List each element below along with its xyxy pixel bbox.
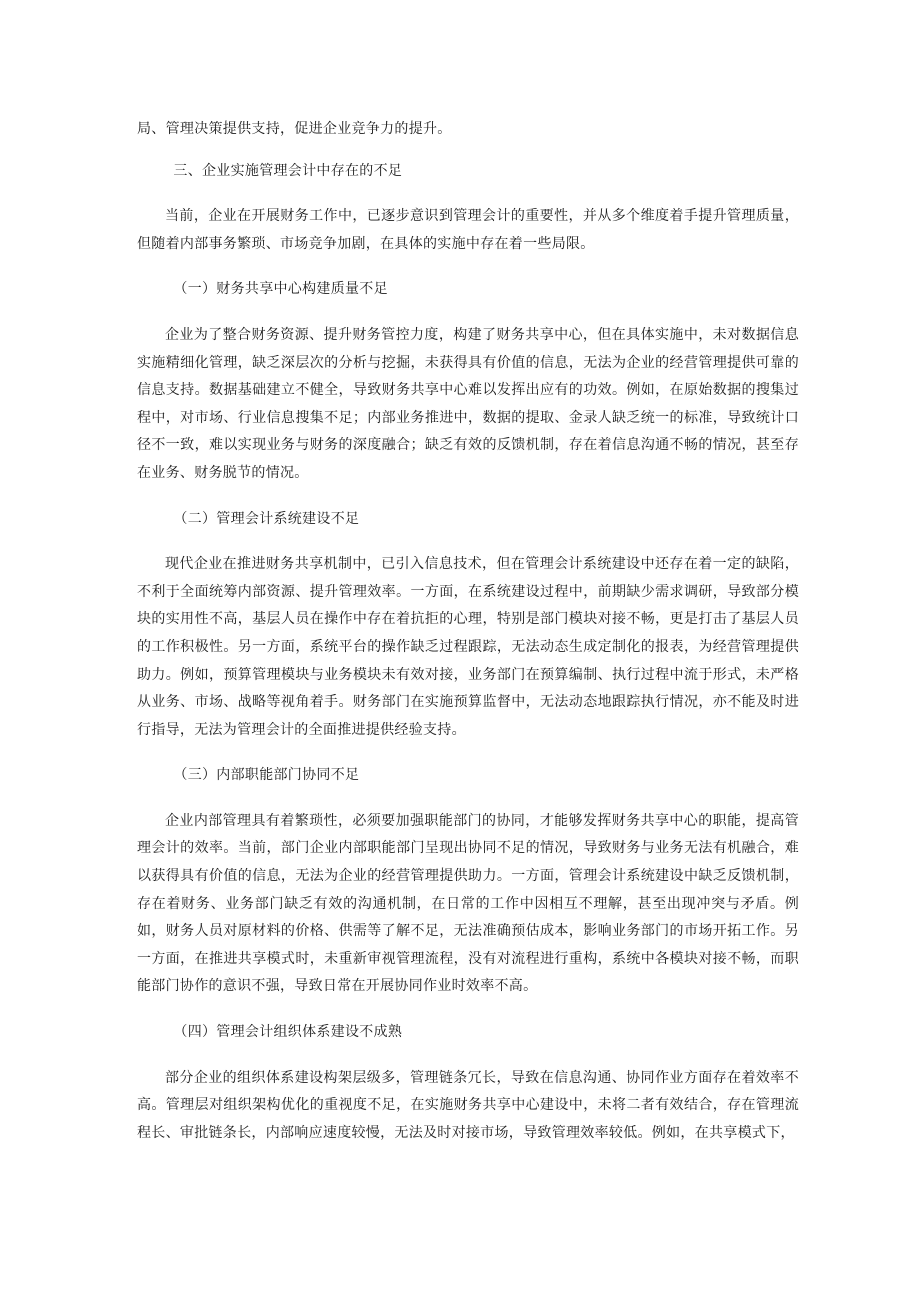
document-body bbox=[137, 116, 799, 1147]
section-title: 三、企业实施管理会计中存在的不足 bbox=[173, 162, 403, 179]
subsection-2-body: 现代企业在推进财务共享机制中，已引入信息技术，但在管理会计系统建设中还存在着一定的缺陷，不利于全面统筹内部资源、提升管理效率。一方面，在系统建设过程中，前期缺少需求调研，导致部分模块的实用性不高，基层人员在操作中存在着抗拒的心理，特别是部门模块对接不畅，更是打击了基层人员的工作积极性。另一方面，系统平台的操作缺乏过程跟踪，无法动态生成定制化的报表，为经营管理提供助力。例如，预算管理模块与业务模块未有效对接，业务部门在预算编制、执行过程中流于形式，未严格从业务、市场、战略等视角着手。财务部门在实施预算监督中，无法动态地跟踪执行情况，亦不能及时进行指导，无法为管理会计的全面推进提供经验支持。 bbox=[137, 556, 799, 738]
subsection-3-heading: （三）内部职能部门协同不足 bbox=[173, 767, 360, 784]
subsection-4-body: 部分企业的组织体系建设构架层级多，管理链条冗长，导致在信息沟通、协同作业方面存在着效率不高。管理层对组织架构优化的重视度不足，在实施财务共享中心建设中，未将二者有效结合，存在管理流程长、审批链条长，内部响应速度较慢，无法及时对接市场，导致管理效率较低。例如，在共享模式下， bbox=[137, 1069, 799, 1141]
section-intro-paragraph: 当前，企业在开展财务工作中，已逐步意识到管理会计的重要性，并从多个维度着手提升管理质量，但随着内部事务繁琐、市场竞争加剧，在具体的实施中存在着一些局限。 bbox=[137, 208, 799, 252]
intro-tail-paragraph: 局、管理决策提供支持，促进企业竞争力的提升。 bbox=[137, 121, 452, 137]
subsection-4-heading: （四）管理会计组织体系建设不成熟 bbox=[173, 1024, 403, 1041]
subsection-2-heading: （二）管理会计系统建设不足 bbox=[173, 510, 360, 527]
subsection-1-body: 企业为了整合财务资源、提升财务管控力度，构建了财务共享中心，但在具体实施中，未对数据信息实施精细化管理，缺乏深层次的分析与挖掘，未获得具有价值的信息，无法为企业的经营管理提供可靠的信息支持。数据基础建立不健全，导致财务共享中心难以发挥出应有的功效。例如，在原始数据的搜集过程中，对市场、行业信息搜集不足；内部业务推进中，数据的提取、金录人缺乏统一的标准，导致统计口径不一致，难以实现业务与财务的深度融合；缺乏有效的反馈机制，存在着信息沟通不畅的情况，甚至存在业务、财务脱节的情况。 bbox=[137, 326, 799, 481]
subsection-1-heading: （一）财务共享中心构建质量不足 bbox=[173, 281, 388, 298]
subsection-3-body: 企业内部管理具有着繁琐性，必须要加强职能部门的协同，才能够发挥财务共享中心的职能，提高管理会计的效率。当前，部门企业内部职能部门呈现出协同不足的情况，导致财务与业务无法有机融合，难以获得具有价值的信息，无法为企业的经营管理提供助力。一方面，管理会计系统建设中缺乏反馈机制，存在着财务、业务部门缺乏有效的沟通机制，在日常的工作中因相互不理解，甚至出现冲突与矛盾。例如，财务人员对原材料的价格、供需等了解不足，无法准确预估成本，影响业务部门的市场开拓工作。另一方面，在推进共享模式时，未重新审视管理流程，没有对流程进行重构，系统中各模块对接不畅，而职能部门协作的意识不强，导致日常在开展协同作业时效率不高。 bbox=[137, 812, 799, 995]
